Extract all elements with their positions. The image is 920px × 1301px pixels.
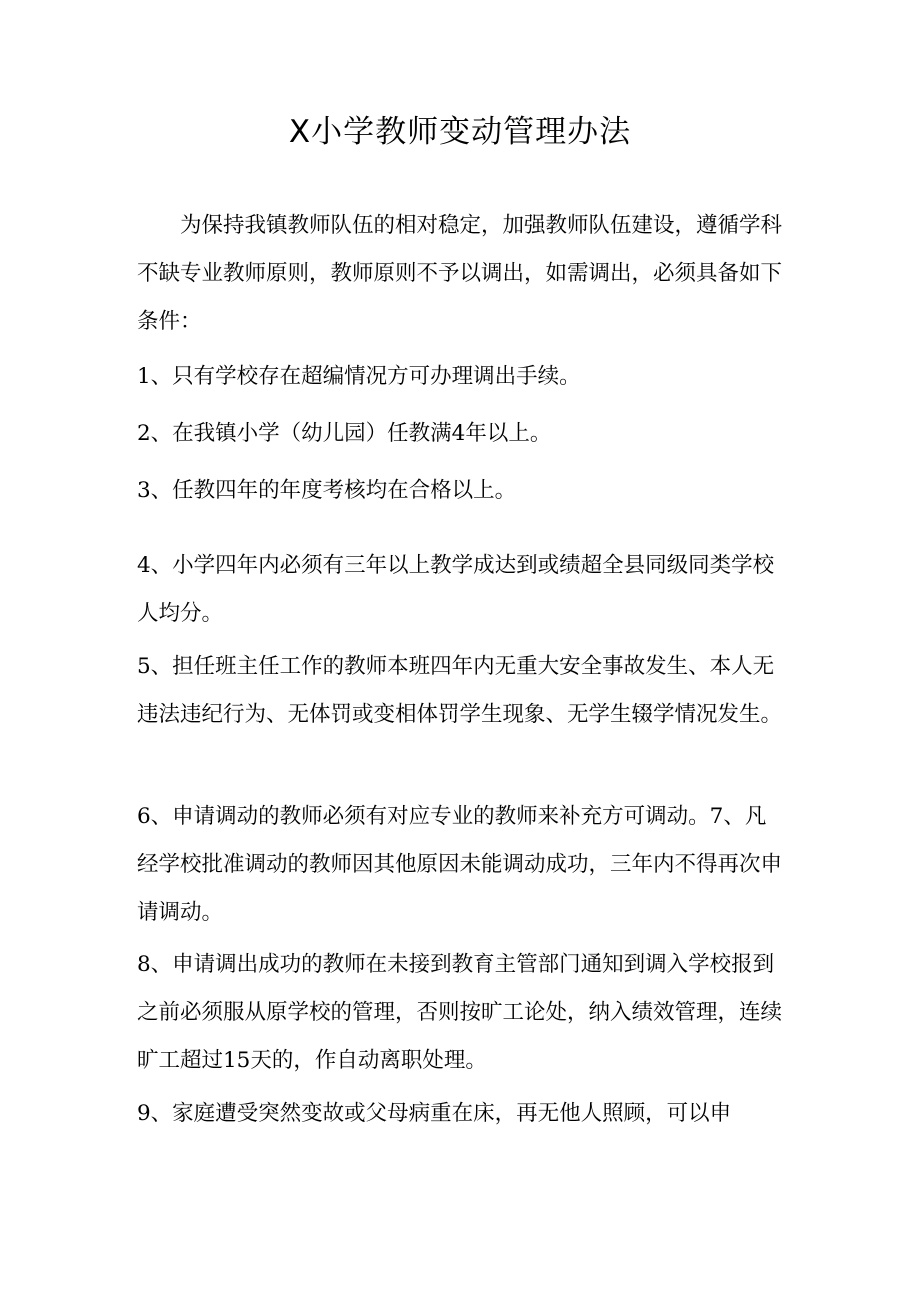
clause-5: 5、担任班主任工作的教师本班四年内无重大安全事故发生、本人无违法违纪行为、无体罚或变相体罚学生现象、无学生辍学情况发生。 xyxy=(137,654,783,727)
clause-3: 3、任教四年的年度考核均在合格以上。 xyxy=(137,478,517,503)
clause-1: 1、只有学校存在超编情况方可办理调出手续。 xyxy=(137,364,581,389)
document-title: X小学教师变动管理办法 xyxy=(288,114,632,150)
clause-6-7: 6、申请调动的教师必须有对应专业的教师来补充方可调动。7、凡经学校批准调动的教师因其他原因未能调动成功，三年内不得再次申请调动。 xyxy=(137,804,783,925)
clause-8: 8、申请调出成功的教师在未接到教育主管部门通知到调入学校报到之前必须服从原学校的管理，否则按旷工论处，纳入绩效管理，连续旷工超过15天的，作自动离职处理。 xyxy=(137,952,783,1073)
clause-2: 2、在我镇小学（幼儿园）任教满4年以上。 xyxy=(137,421,552,446)
intro-paragraph: 为保持我镇教师队伍的相对稳定，加强教师队伍建设，遵循学科不缺专业教师原则，教师原则不予以调出，如需调出，必须具备如下条件： xyxy=(137,213,783,334)
clause-9: 9、家庭遭受突然变故或父母病重在床，再无他人照顾，可以申 xyxy=(137,1101,732,1126)
clause-4: 4、小学四年内必须有三年以上教学成达到或绩超全县同级同类学校人均分。 xyxy=(137,553,775,626)
